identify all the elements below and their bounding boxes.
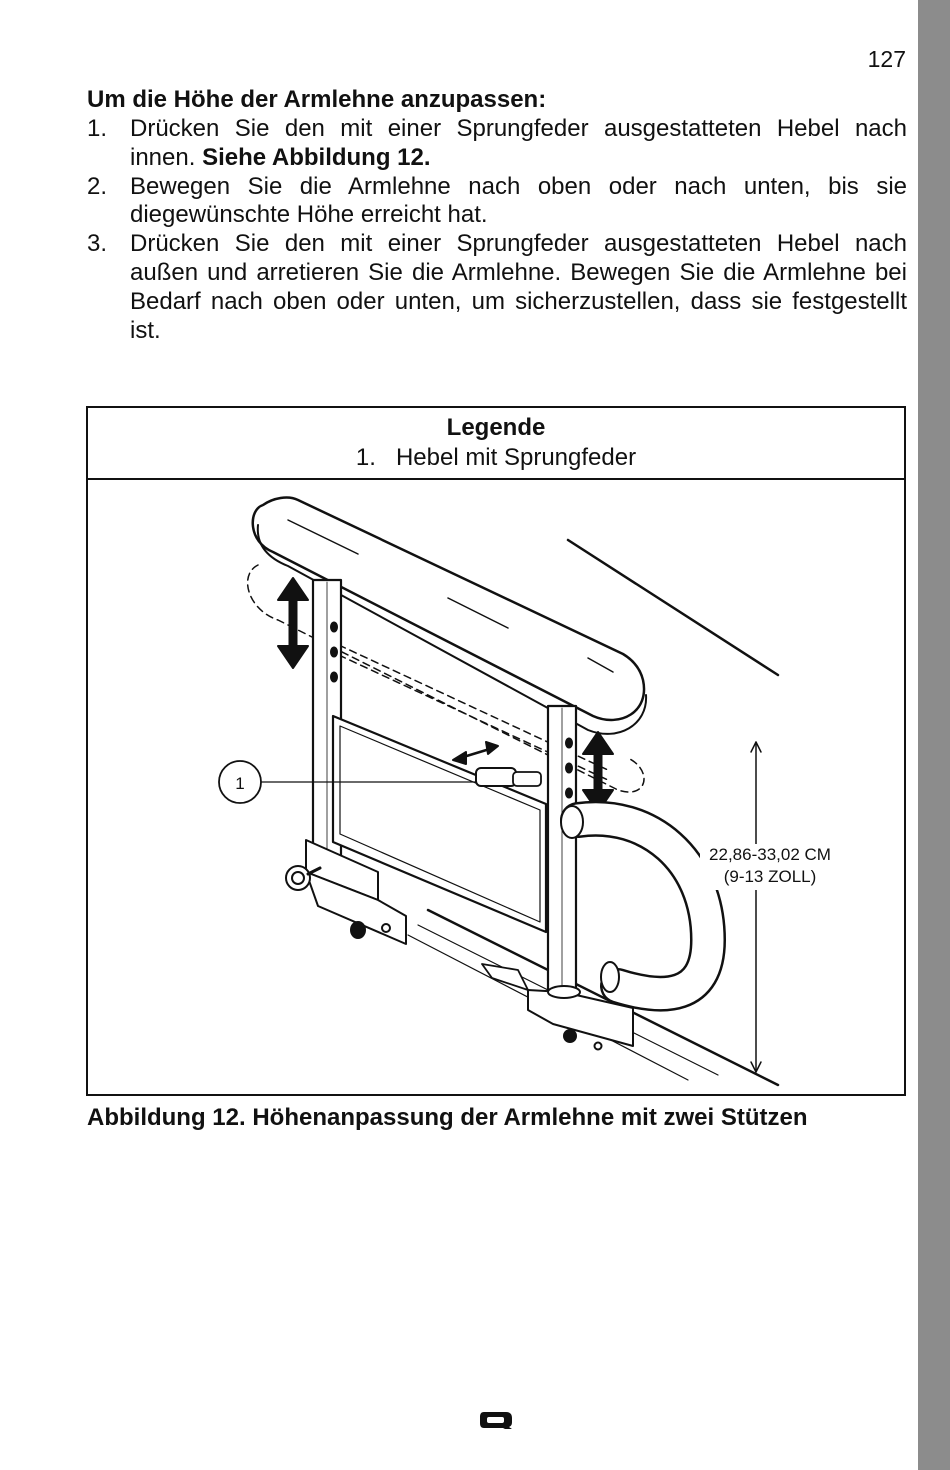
instruction-list bbox=[87, 115, 907, 345]
legend-number: 1. bbox=[355, 444, 376, 471]
dimension-label-metric: 22,86-33,02 CM bbox=[709, 845, 831, 864]
list-item bbox=[87, 230, 907, 345]
legend-label: Hebel mit Sprungfeder bbox=[395, 444, 637, 471]
step-text: Drücken Sie den mit einer Sprungfeder ausgestatteten Hebel nach außen und arretieren Sie die Armlehne. Bewegen Sie die Armlehne bei Bedarf nach oben oder unten, um sicherzustellen, dass sie festgestellt ist. bbox=[130, 230, 907, 344]
figure-caption: Abbildung 12. Höhenanpassung der Armlehne mit zwei Stützen bbox=[87, 1104, 808, 1131]
section-heading: Um die Höhe der Armlehne anzupassen: bbox=[87, 86, 547, 113]
step-number: 2. bbox=[87, 172, 108, 200]
dimension-label-imperial: (9-13 ZOLL) bbox=[723, 867, 817, 886]
list-item bbox=[87, 173, 907, 231]
legend-item bbox=[88, 443, 904, 473]
side-tab bbox=[918, 0, 950, 1470]
legend bbox=[88, 408, 904, 480]
callout-number: 1 bbox=[235, 774, 245, 793]
q-logo-icon bbox=[478, 1410, 514, 1430]
figure-reference: Siehe Abbildung 12. bbox=[202, 143, 431, 171]
step-text: Drücken Sie den mit einer Sprungfeder ausgestatteten Hebel nach innen. bbox=[130, 115, 907, 171]
legend-title: Legende bbox=[446, 414, 546, 441]
list-item bbox=[87, 115, 907, 173]
step-text: Bewegen Sie die Armlehne nach oben oder nach unten, bis sie diegewünschte Höhe erreicht hat. bbox=[130, 172, 907, 229]
page-number: 127 bbox=[867, 46, 906, 72]
armrest-illustration bbox=[88, 480, 904, 1094]
figure-box bbox=[86, 406, 906, 1096]
step-number: 3. bbox=[87, 230, 108, 258]
step-number: 1. bbox=[87, 115, 108, 142]
